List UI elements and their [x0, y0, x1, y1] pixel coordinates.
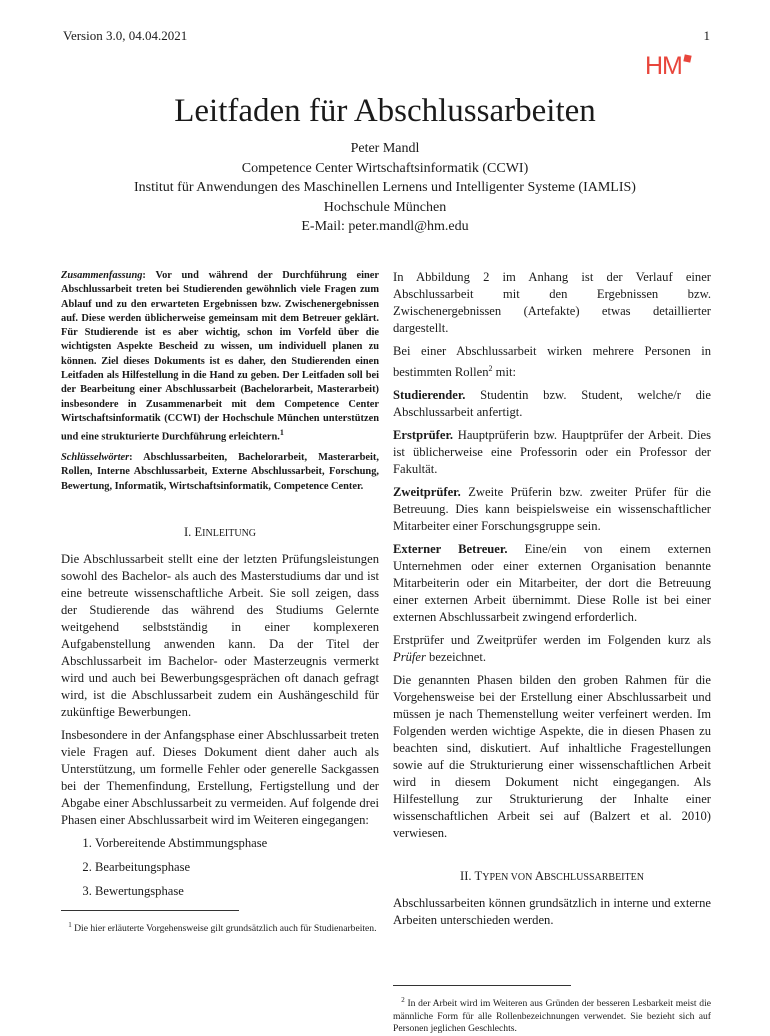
role-erstpruefer: [393, 427, 711, 478]
page-number: 1: [703, 28, 710, 43]
section-numeral: II.: [460, 869, 472, 884]
right-paragraph-1: In Abbildung 2 im Anhang ist der Verlauf einer Abschlussarbeit mit den Ergebnissen bzw. Zwischenergebnissen (Artefakte) etwas detaillierter dargestellt.: [393, 270, 711, 335]
footnote-text: In der Arbeit wird im Weiteren aus Gründen der besseren Lesbarkeit meist die männliche Form für alle Rollenbezeichnungen verwendet. Sie bezieht sich auf Personen jeglichen Geschlechts.: [393, 998, 711, 1035]
footnote-text: Die hier erläuterte Vorgehensweise gilt grundsätzlich auch für Studienarbeiten.: [74, 923, 377, 935]
types-paragraph-1: Abschlussarbeiten können grundsätzlich in interne und externe Arbeiten unterschieden werden.: [393, 896, 711, 928]
role-name: Zweitprüfer.: [393, 485, 461, 500]
section-rest: INLEITUNG: [202, 527, 257, 539]
section-initial: E: [194, 524, 203, 539]
intro-paragraph-1: Die Abschlussarbeit stellt eine der letzten Prüfungsleistungen sowohl des Bachelor- als auch des Masterstudiums dar und ist eine betreute wissenschaftliche Arbeit. Sie soll zeigen, dass der Studierende das während des Studiums Gelernte weitgehend selbstständig in einer komplexeren Aufgabenstellung anwenden kann. Da der Titel der Abschlussarbeit im Bachelor- oder Masterzeugnis vermerkt wird und auch bei Bewerbungsgesprächen oft danach gefragt wird, ist die Abschlussarbeit zudem ein Aushängeschild für zukünftige Bewerbungen.: [61, 551, 379, 719]
abstract-footnote-mark: 1: [279, 428, 284, 438]
section-rest: YPEN VON: [482, 872, 535, 884]
keywords-text: : Abschlussarbeiten, Bachelorarbeit, Masterarbeit, Rollen, Interne Abschlussarbeit, Externe Abschlussarbeit, Forschung, Bewertung, Informatik, Wirtschaftsinformatik, Competence Center.: [61, 452, 379, 492]
footnote-divider: [61, 910, 239, 911]
abstract: [61, 269, 379, 445]
list-item: 2. Bearbeitungsphase: [95, 859, 379, 876]
author-affiliation-2: Institut für Anwendungen des Maschinellen Lernens und Intelligenter Systeme (IAMLIS): [134, 180, 636, 195]
role-text: Studentin bzw. Student, welche/r die Abschlussarbeit anfertigt.: [393, 388, 711, 420]
abstract-label: Zusammenfassung: [61, 270, 143, 281]
role-name: Erstprüfer.: [393, 428, 454, 443]
section-rest: BSCHLUSSARBEITEN: [543, 872, 644, 884]
footnote-mark: 2: [401, 996, 405, 1005]
footnote-2: [393, 994, 711, 1036]
footnote-mark: 1: [68, 920, 72, 929]
keywords-label: Schlüsselwörter: [61, 452, 130, 464]
author-name: Peter Mandl: [350, 141, 420, 156]
section-heading-introduction: [61, 524, 379, 542]
list-item: 3. Bewertungsphase: [95, 883, 379, 900]
right-paragraph-2: [393, 343, 711, 381]
author-block: [0, 139, 770, 237]
left-column: [61, 269, 379, 936]
right-column: [393, 269, 711, 1036]
author-affiliation-1: Competence Center Wirtschaftsinformatik (CCWI): [241, 160, 529, 176]
author-affiliation-3: Hochschule München: [323, 199, 447, 215]
role-zweitpruefer: [393, 484, 711, 535]
role-text: Eine/ein von einem externen Unternehmen oder einer externen Organisation benannte Mitarbeiterin oder ein Mitarbeiter, der dort die Betreuung einer externen Arbeit übernimmt. Diese Rolle ist bei einer externen Abschlussarbeit zwingend erforderlich.: [393, 542, 711, 625]
keywords: [61, 451, 379, 494]
footnote-1: [61, 919, 379, 936]
role-text: Zweite Prüferin bzw. zweiter Prüfer für die Betreuung. Dies kann beispielsweise ein wissenschaftlicher Mitarbeiter einer Forschungsgruppe sein.: [393, 485, 711, 534]
logo-text: HM: [645, 52, 682, 80]
abstract-text: : Vor und während der Durchführung einer Abschlussarbeit treten bei Studierenden gewöhnlich viele Fragen zum Ablauf und zu den erwarteten Ergebnissen bzw. Zwischenergebnissen auf. Diese werden üblicherweise gemeinsam mit dem Betreuer geklärt. Für Studierende ist es aber wichtig, schon im Vorfeld über die wichtigsten Aspekte Bescheid zu wissen, um individuell planen zu können. Ziel dieses Dokuments ist es daher, den Studierenden einen Leitfaden als Hilfestellung in die Hand zu geben. Der Leitfaden soll bei der Bearbeitung einer Abschlussarbeit (Bachelorarbeit, Masterarbeit) insbesondere in Zusammenarbeit mit dem Competence Center Wirtschaftsinformatik (CCWI) der Hochschule München unterstützen und eine strukturierte Durchführung erleichtern.: [61, 270, 379, 443]
right-paragraph-4: Die genannten Phasen bilden den groben Rahmen für die Vorgehensweise bei der Erstellung einer Abschlussarbeit und müssen je nach Themenstellung weiter verfeinert werden. Im Folgenden werden wichtige Aspekte, die in diesen Phasen zu beachten sind, diskutiert. Auf inhaltliche Fragestellungen sowie auf die Strukturierung einer wissenschaftlichen Arbeit wird in diesem Dokument nicht eingegangen. Als Hilfestellung zur Strukturierung der Inhalte einer wissenschaftlichen Arbeit sei auf (Balzert et al. 2010) verwiesen.: [393, 673, 711, 841]
p2-text: Bei einer Abschlussarbeit wirken mehrere Personen in bestimmten Rollen: [393, 344, 711, 380]
author-email: E-Mail: peter.mandl@hm.edu: [301, 219, 469, 234]
section-heading-types: [393, 868, 711, 886]
p3-text: Erstprüfer und Zweitprüfer werden im Folgenden kurz als: [393, 633, 711, 648]
footnote-divider: [393, 985, 571, 986]
role-name: Externer Betreuer.: [393, 542, 508, 557]
page-title: Leitfaden für Abschlussarbeiten: [174, 93, 596, 129]
role-studierender: [393, 387, 711, 421]
role-name: Studierender.: [393, 388, 466, 403]
role-text: Hauptprüferin bzw. Hauptprüfer der Arbeit. Dies ist üblicherweise eine Professorin oder ein Professor der Fakultät.: [393, 428, 711, 477]
p3-end: bezeichnet.: [425, 650, 487, 665]
role-externer-betreuer: [393, 541, 711, 626]
logo-mark-icon: [683, 54, 691, 62]
section-initial: A: [534, 869, 544, 884]
section-initial: T: [474, 869, 483, 884]
right-paragraph-3: [393, 632, 711, 666]
list-item: 1. Vorbereitende Abstimmungsphase: [95, 835, 379, 852]
p3-italic: Prüfer: [393, 650, 426, 665]
p2-end: mit:: [492, 365, 516, 380]
intro-paragraph-2: Insbesondere in der Anfangsphase einer Abschlussarbeit treten viele Fragen auf. Dieses Dokument dient daher auch als Unterstützung, um formelle Fehler oder generelle Sackgassen bei der Themenfindung, Erstellung, Fertigstellung und der Abgabe einer Abschlussarbeit zu vermeiden. Auf folgende drei Phasen einer Abschlussarbeit wird im Weiteren eingegangen:: [61, 727, 379, 827]
section-numeral: I.: [183, 524, 192, 539]
phase-list: [61, 835, 379, 900]
hm-logo: [645, 52, 691, 81]
footnote-mark: 2: [488, 364, 493, 373]
version-label: Version 3.0, 04.04.2021: [63, 28, 188, 43]
